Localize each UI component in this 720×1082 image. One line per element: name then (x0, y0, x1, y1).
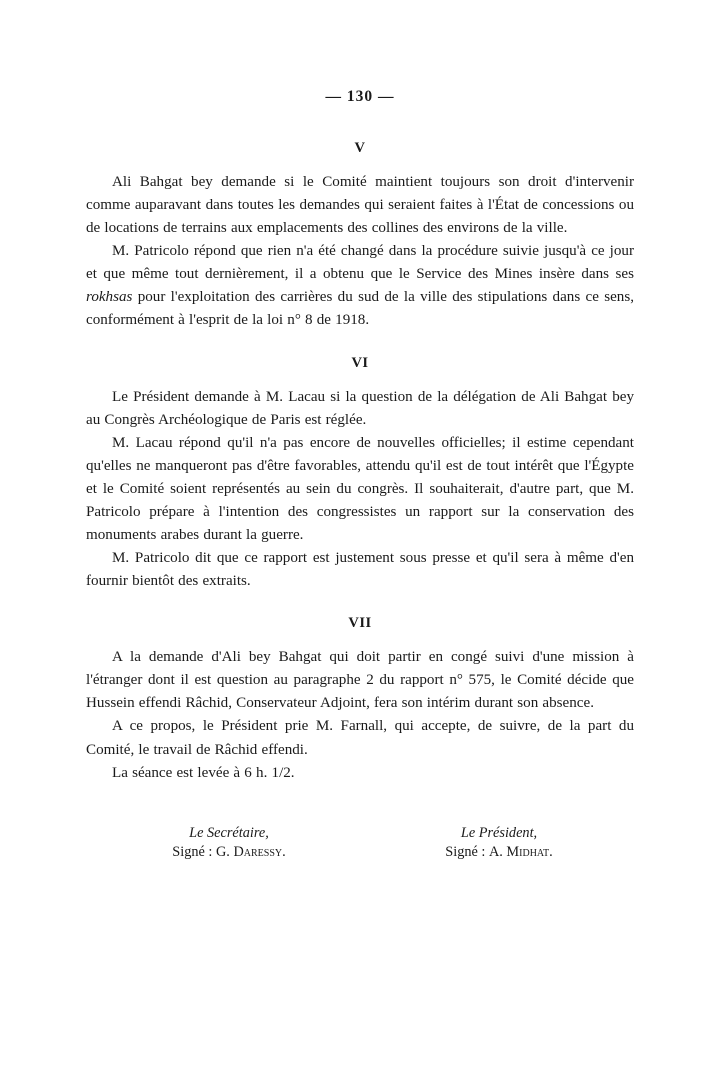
section-number-vii: VII (348, 615, 372, 632)
signature-block (86, 825, 634, 861)
paragraph-vi-2: M. Lacau répond qu'il n'a pas encore de nouvelles officielles; il estime cependant qu'elles ne manqueront pas d'être favorables, attendu qu'il est de tout intérêt que l'Égypte et le Comité soient représentés au sein du congrès. Il souhaiterait, d'autre part, que M. Patricolo prépare à l'intention des congressistes un rapport sur la conservation des monuments arabes durant la guerre. (86, 434, 634, 544)
signature-secretary (104, 825, 354, 861)
paragraph-vii-2: A ce propos, le Président prie M. Farnall, qui accepte, de suivre, de la part du Comité, le travail de Râchid effendi. (86, 718, 634, 758)
paragraph-v-2: M. Patricolo répond que rien n'a été changé dans la procédure suivie jusqu'à ce jour et que même tout dernièrement, il a obtenu que le Service des Mines insère dans ses rokhsas pour l'exploitation des carrières du sud de la ville des stipulations dans ce sens, conformément à l'esprit de la loi n° 8 de 1918. (86, 243, 634, 329)
paragraph-vi-3: M. Patricolo dit que ce rapport est justement sous presse et qu'il sera à même d'en fournir bientôt des extraits. (86, 550, 634, 590)
signature-secretary-prefix: Signé : (172, 843, 216, 860)
signature-president-name (374, 844, 624, 861)
section-number-vi: VI (351, 354, 369, 371)
signature-president-title: Le Président, (460, 824, 538, 841)
closing-line: La séance est levée à 6 h. 1/2. (112, 764, 295, 781)
signature-president (374, 825, 624, 861)
paragraph-v-1: Ali Bahgat bey demande si le Comité maintient toujours son droit d'intervenir comme auparavant dans toutes les demandes qui seraient faites à l'État de concessions ou de locations de terrains aux emplacements des collines des environs de la ville. (86, 174, 634, 237)
signature-secretary-person: G. Daressy. (215, 843, 286, 860)
page-number: — 130 — (325, 88, 395, 105)
paragraph-vi-1: Le Président demande à M. Lacau si la question de la délégation de Ali Bahgat bey au Congrès Archéologique de Paris est réglée. (86, 388, 634, 428)
italic-term-rokhsas: rokhsas (86, 289, 133, 306)
signature-secretary-title: Le Secrétaire, (189, 824, 269, 841)
signature-president-prefix: Signé : (445, 843, 489, 860)
signature-president-person: A. Midhat. (488, 843, 553, 860)
signature-secretary-name (104, 844, 354, 861)
section-number-v: V (354, 140, 366, 156)
paragraph-vii-1: A la demande d'Ali bey Bahgat qui doit partir en congé suivi d'une mission à l'étranger dont il est question au paragraphe 2 du rapport n° 575, le Comité décide que Hussein effendi Râchid, Conservateur Adjoint, fera son intérim durant son absence. (86, 649, 634, 712)
